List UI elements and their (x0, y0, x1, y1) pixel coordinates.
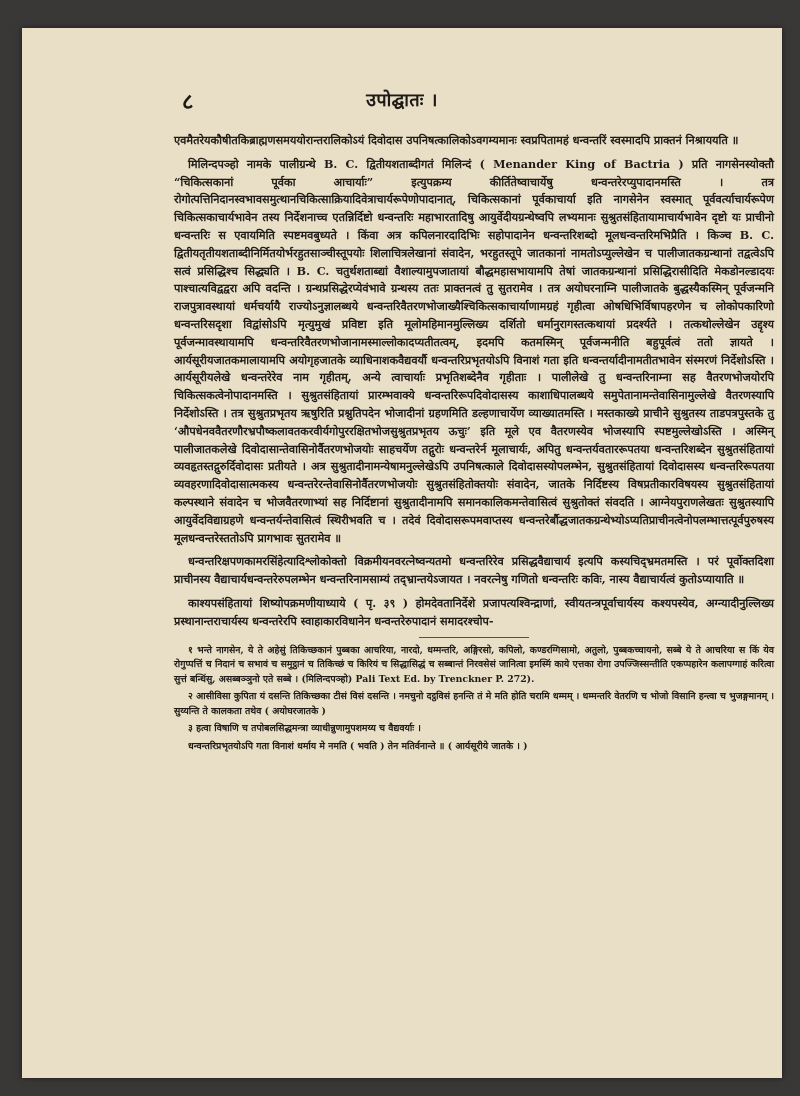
page-number: ८ (182, 89, 194, 115)
paragraph: काश्यपसंहितायां शिष्योपक्रमणीयाध्याये ( पृ. ३९ ) होमदेवतानिर्देशे प्रजापत्यश्विन्द्राणां, स्वीयतन्त्रपूर्वाचार्यस्य कश्यपस्येव, अग्न्यादीनुल्लिख्य प्रस्थानान्तराचार्यस्य धन्वन्तरेरपि स्वाहाकारविधानेन धन्वन्तरेरुपादानं समादरश्चोप- (174, 595, 774, 628)
footnote: धन्वन्तरिप्रभृतयोऽपि गता विनाशं धर्माय मे नमति ( भवति ) तेन मतिर्वनान्ते ॥ ( आर्यसूरीये जातके । ) (188, 741, 528, 753)
paragraph: एवमैतरेयकौषीतकिब्राह्मणसमययोरान्तरालिकोऽयं दिवोदास उपनिषत्कालिकोऽवगम्यमानः स्वप्रपितामहं धन्वन्तरिं स्वस्मादपि प्राक्तनं निश्राययति ॥ (174, 133, 739, 147)
footnote: ३ हत्वा विषाणि च तपोबलसिद्धमन्त्रा व्याधीन्नुणामुपशमय्य च वैद्यवर्याः । (188, 723, 421, 735)
footnote-divider (419, 637, 529, 638)
footnotes (174, 644, 774, 755)
paragraph: धन्वन्तरिक्षपणकामरसिंहेत्यादिश्लोकोक्तो विक्रमीयनवरत्नेष्वन्यतमो धन्वन्तरिरेव प्रसिद्धवैद्याचार्य इत्यपि कस्यचिद्भ्रमतमस्ति । परं पूर्वोक्तदिशा प्राचीनस्य वैद्याचार्यधन्वन्तरेरुपलम्भेन धन्वन्तरिनामसाम्यं तद्भ्रान्तयेऽजायत । नवरत्नेषु गणितो धन्वन्तरिः कविः, नास्य वैद्याचार्यत्वं कुतोऽप्यायाति ॥ (174, 554, 774, 587)
body-text (174, 132, 774, 758)
paragraph: मिलिन्दपञ्हो नामके पालीग्रन्थे B. C. द्वितीयशताब्दीगतं मिलिन्दं ( Menander King of Bactria ) प्रति नागसेनस्योक्तौ “चिकित्सकानां पूर्वका आचार्याः” इत्युपक्रम्य कीर्तितेष्वाचार्येषु धन्वन्तरेरप्युपादानमस्ति । तत्र रोगोत्पत्तिनिदानस्वभावसमुत्थानचिकित्साक्रियादिवेत्राचार्यरूपेणोपादानात्, चिकित्सकानां पूर्वकाचार्या इति नागसेनेन स्वस्मात् पूर्ववर्त्याचार्यरूपेण चिकित्सकाचार्यभावेन तस्य निर्देशनाच्च एतन्निर्दिष्टो धन्वन्तरिः महाभारतादिषु आयुर्वेदीयग्रन्थेष्वपि लभ्यमानः सुश्रुतसंहितायामाचार्यभावेन दृष्टो यः प्राचीनो धन्वन्तरिः स एवायमिति स्पष्टमवबुध्यते । किंवा अत्र कपिलनारदादिभिः सहोपादानेन धन्वन्तरिशब्दो मूलधन्वन्तरिमभिप्रैति । किञ्च B. C. द्वितीयतृतीयशताब्दीनिर्मितयोर्भरहुतसाञ्चीस्तूपयोः शिलाचित्रलेखानां संवादेन, भरहुतस्तूपे जातकानां नामतोऽप्युल्लेखेन च पालीजातकग्रन्थानां तद्वत्वेऽपि सत्वं प्रसिद्धिश्च सिद्ध्यति । B. C. चतुर्थशताब्द्यां वैशाल्यामुपजातायां बौद्धमहासभायामपि तेषां जातकग्रन्थानां प्रसिद्धिरासीदिति मेकडोनल्डादयः पाश्चात्यविद्वद्वरा अपि वदन्ति । ग्रन्थप्रसिद्धेरप्येवंभावे ग्रन्थस्य ततः प्राक्तनत्वं तु सुतरामेव । तत्र अयोघरनाम्नि पालीजातके बुद्धस्यैकस्मिन् पूर्वजन्मनि राजपुत्रावस्थायां धर्मचर्यायै राज्योऽनुज्ञालब्धये धन्वन्तरिवैतरणभोजाख्यैश्चिकित्सकाचार्याणामग्रहं गृहीत्वा ओषधिभिर्विषापहरणेन च लोकोपकारिणो धन्वन्तरिसदृशा विद्वांसोऽपि मृत्युमुखं प्रविष्टा इति मूलोमहिमानमुल्लिख्य दर्शितो धर्मानुरागस्तत्कथायां प्रदर्श्यते । तत्कथोल्लेखेन उद्दृश्य पूर्वजन्मावस्थायामपि धन्वन्तरिवैतरणभोजानामस्माल्लोकादप्यतीतत्वम्, इदमपि कतमस्मिन् पूर्वजन्मनीति बहुपूर्वत्वं ततो ज्ञायते । आर्यसूरीयजातकमालायामपि अयोगृहजातके व्याधिनाशकवैद्यवर्यौ धन्वन्तरिप्रभृतयोऽपि विनाशं गता इति धन्वन्तर्यादीनामतीतभावेन संस्मरणं निर्देशोऽस्ति । आर्यसूरीयलेखे धन्वन्तरेरेव नाम गृहीतम्, अन्ये त्वाचार्याः प्रभृतिशब्देनैव गृहीताः । पालीलेखे तु धन्वन्तरिनाम्ना सह वैतरणभोजयोरपि चिकित्सकत्वेनोपादानमस्ति । सुश्रुतसंहितायां प्रारम्भवाक्ये धन्वन्तरिरूपदिवोदासस्य काशाधिपालब्धये समुपेतानामन्तेवासिनामुल्लेखे वैतरणस्यापि निर्देशोऽस्ति । तत्र सुश्रुतप्रभृतय ऋषुरिति प्रश्नुतिपदेन भोजादीनां ग्रहणमिति डल्हणाचार्येण व्याख्यातमस्ति । मस्तकाख्ये प्राचीने सुश्रुतस्य ताडपत्रपुस्तके तु ‘औपधेनववैतरणौरभ्रपौष्कलावतकरवीर्यगोपुररक्षितभोजसुश्रुतप्रभृतय ऊचुः’ इति मूले एव वैतरणस्येव भोजस्यापि स्पष्टमुल्लेखोऽस्ति । अस्मिन् पालीजातकलेखे दिवोदासान्तेवासिनोर्वैतरणभोजयोः साहचर्येण तद्गुरोः धन्वन्तरेर्न मूलाचार्यः, अपितु धन्वन्तर्यवताररूपतया धन्वन्तरिशब्देन सुश्रुतसंहितायां व्यवहृतस्तद्गुरुर्दिवोदासः प्रतीयते । अत्र सुश्रुतादीनामन्येषामनुल्लेखेऽपि उपनिषत्काले दिवोदासस्योपलम्भेन, सुश्रुतसंहितायां दिवोदासस्य धन्वन्तरिरूपतया व्यवहरणादिवोदासात्मकस्य धन्वन्तरेरन्तेवासिनोर्वैतरणभोजयोः सुश्रुतसंहितोक्तयोः संवादेन, जातके निर्दिष्टस्य विषप्रतीकारविषयस्य सुश्रुतसंहितायां कल्पस्थाने संवादेन च भोजवैतरणाभ्यां सह निर्दिष्टानां सुश्रुतादीनामपि समानकालिकमन्तेवासित्वं सुश्रुतोक्तं संवदति । आग्नेयपुराणलेखतः सुश्रुतस्यापि आयुर्वेदविद्याग्रहणे धन्वन्तर्यन्तेवासित्वं स्थिरीभवति च । तदेवं दिवोदासरूपमवाप्तस्य धन्वन्तरेर्बौद्धजातकग्रन्थेभ्योऽप्यतिप्राचीनत्वेनोपलम्भात्तत्पूर्वपुरुषस्य मूलधन्वन्तरेस्ततोऽपि प्रागभावः सुतरामेव ॥ (174, 156, 774, 545)
footnote: २ आसीविसा कुपिता यं दसन्ति तिकिच्छका टीसं विसं दसन्ति । नमचुनो दट्ठविसं हनन्ति तं मे मति होति चरामि धम्मम् । धम्मन्तरि वेतरणि च भोजो विसानि हन्त्वा च भुजङ्गमानम् । सुय्यन्ति ते कालकता तथेव ( अयोघरजातके ) (174, 691, 774, 717)
running-head: उपोद्घातः । (366, 90, 438, 111)
footnote: १ भन्ते नागसेन, ये ते अहेसुं तिकिच्छकानं पुब्बका आचरिया, नारदो, धम्मन्तरि, अङ्गिरसो, कपिलो, कण्डरग्गिसामो, अतुलो, पुब्बकच्चायनो, सब्बे ये ते आचरिया स किं येव रोगुप्पत्तिं च निदानं च सभावं च समुट्ठानं च तिकिच्छं च किरियं च सिद्धासिद्धं च सब्बान्तं निरवसेसं जानित्वा इमस्मिं काये एत्तका रोगा उपज्जिस्सन्तीति एकप्पहारेन कलापग्गाहं करित्वा सुत्तं बन्धिंसु, असब्बञ्ञुनो एते सब्बे । (मिलिन्दपञ्हो) Pali Text Ed. by Trenckner P. 272). (174, 644, 774, 685)
page-header (22, 86, 782, 116)
book-page (22, 28, 782, 1078)
